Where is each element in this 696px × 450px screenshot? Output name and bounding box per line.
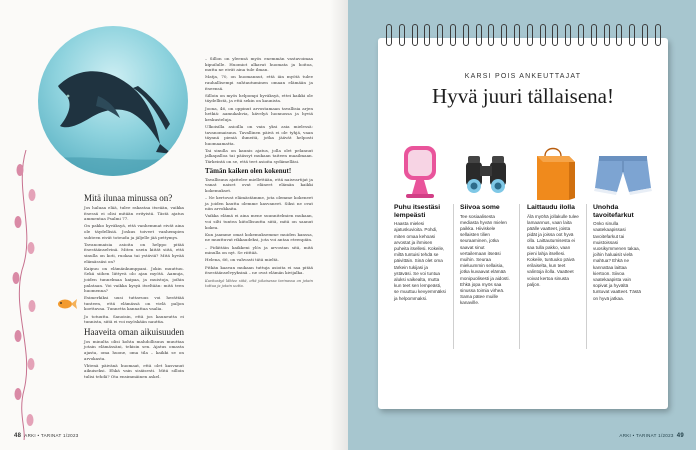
binding-ring: [463, 24, 469, 46]
whale-illustration: [38, 26, 188, 176]
goldfish-icon: [56, 296, 78, 312]
paragraph: Jo totuutta. Sanoisin, että jos kauneutta ei tunnista, siitä ei voi myöskään nauttia.: [84, 313, 184, 325]
divider: [519, 204, 520, 349]
binding-ring: [501, 24, 507, 46]
tip-text: Haasta mielesi ajatuskuvioita. Pohdi, miten omaa kehoasi arvostat ja ihmisen puheita itsellesi. Kokeile, miltä tuntuisi tehdä se päivittäin. Sinä olet oma tärkein tukijasi ja ystäväsi. Se voi tuntua aluksi vaikealta, mutta kun teet sen lempeästi, se muuttuu kevyemmäksi ja helpommaksi.: [394, 221, 446, 301]
paragraph: Silloin on myös helpompi hyväksyä, ettei kaikki ole täydellistä, ja että sekin on kaunista.: [205, 92, 313, 104]
tip-text: Älä myöhä jollakulle tulee lamaannus, vaan laita päälle vaatteet, joista pidät ja joissa oot hyvä olla. Laittautumisesta ei saa tulla pakko, vaan pieni lahja itsellesi. Kokeile, tuntuuko päivä erilaiselta, kun teet valintoja ilolla. Vaatteet voivat kertoa sinusta paljon.: [527, 213, 579, 287]
paragraph: – Ne kertovat elämästämme, jota olemme kokeneet ja joiden kautta olemme kasvaneet. Siksi ne ovat niin arvokkaita.: [205, 195, 313, 212]
seaweed-vine: [6, 150, 46, 440]
folio-left: [14, 433, 79, 439]
paragraph: Kun jaamme omat kokemuksemme muiden kanssa, ne muuttuvat rikkaudeksi, jota voi antaa eteenpäin.: [205, 231, 313, 243]
divider: [586, 204, 587, 349]
binding-ring: [616, 24, 622, 46]
binding-ring: [527, 24, 533, 46]
denim-shorts-icon: [593, 142, 653, 204]
paragraph: Helena, 66, on vahvasti tätä mieltä.: [205, 257, 279, 263]
binding-ring: [552, 24, 558, 46]
binding-ring: [642, 24, 648, 46]
paragraph: Tai sinulla on kaunis ajatus, jolla olet pelannut jalkapalloa tai päässyt mukaan taiteen maailmaan. Tärkeintä on se, että teet asioita sydämelläsi.: [205, 147, 313, 165]
divider: [453, 204, 454, 349]
left-column-b: [205, 56, 313, 290]
tip-item: [527, 142, 579, 288]
page-number-left: 48: [14, 433, 22, 439]
tip-heading: Unohda tavoitefarkut: [593, 204, 634, 219]
folio-right: [619, 433, 684, 439]
left-column-a: [84, 191, 184, 381]
binding-ring: [412, 24, 418, 46]
mirror-icon: [394, 142, 446, 204]
kicker: KARSI POIS ANKEUTTAJAT: [464, 73, 582, 80]
binding-ring: [578, 24, 584, 46]
page-title: Hyvä juuri tällaisena!: [432, 84, 614, 108]
gutter-shadow: [330, 0, 348, 450]
paragraph: Matja, 70, on huomannut, että iän myötä tulee rauhallisempi suhtautuminen omaan elämään ja itseensä.: [205, 74, 313, 91]
tip-heading: Siivoa some: [460, 204, 500, 211]
tip-text: Tee sosiaalisesta mediasta hyvän mielen paikka. Hiiviskele sellaisten tilien seuraaminen, jotka saavat sinut vertailemaan itseäsi muihin. Seuraa mieluummin sellaisia, jotka kuvaavat elämää monipuolisesti ja aidosti. Ehkä jopa myös saa sinussa toimia virheä. Sama pätee muille kanaville.: [460, 213, 510, 306]
tip-heading: Puhu itsestäsi lempeästi: [394, 204, 441, 219]
binding-ring: [386, 24, 392, 46]
paragraph: – Sillon on yleensä myös enemmän vastavoimaa kipuilulle. Huomiot alkavat huomata ja hoitoa, mutta ne eivät aina tule ilman.: [205, 56, 313, 73]
section-heading-1: Mitä ilunaa minussa on?: [84, 193, 173, 203]
binding-ring: [604, 24, 610, 46]
binding-ring: [629, 24, 635, 46]
binding-ring: [437, 24, 443, 46]
paragraph: Yhtenä päivänä huomaat, että olet kasvanut aikuiseksi. Ehkä vain sisäisesti. Mitä silloin tulisi tehdä? Ota ensimmäinen askel.: [84, 362, 184, 379]
notebook-rings: [378, 24, 668, 50]
paragraph: Tavallisuus ajattelee miellettään, että naisvartijat ja vanat naiset ovat eläneet elämän kaikki kokemukset.: [205, 176, 313, 193]
paragraph: Kaipuu on elämänkumppani. Jokin muuttuu. Sekä siihen liittyvä olo ajan myötä. Aamuja, joiden tunnelmaa kaipaa, ja muistoja, joihin palataan. Voi vaikka kysyä itseltään: mitä teen huomenna?: [84, 265, 184, 294]
binding-ring: [514, 24, 520, 46]
paragraph: Jos haluaa elää, tulee rakastaa itseään, vaikka itsessä ei olisi mitään erityistä. Tästä ajatus ammentaa Psalmi 77.: [84, 205, 184, 222]
binding-ring: [488, 24, 494, 46]
tip-item: [394, 142, 446, 302]
paragraph: Vaikka elämä ei aina mene suunnitelmien mukaan, voi silti tuntea kiitollisuutta siitä, mitä on saanut kokea.: [205, 213, 313, 230]
image-caption: Kuvitustyö lähtee siitä, että jokaisessa tarinassa on jotain tuttua ja jotain uutta.: [205, 278, 313, 288]
binding-ring: [591, 24, 597, 46]
section-heading-2: Haaveita oman aikuisuuden: [84, 326, 184, 337]
binding-ring: [450, 24, 456, 46]
subsection-heading: Tämän kaiken olen kokenut!: [205, 166, 292, 175]
paragraph: Ulkoisilla asioilla on vain yksi asia mielessä: tavanomaisuus. Tavallinen päivä ei ole tyhjä, vaan täynnä pieniä ihmeitä, jotka jäävät helposti huomaamatta.: [205, 123, 313, 146]
paragraph: Esimerkiksi uusi tuttavuus voi herättää tunteen, että elämässä on vielä paljon koettavaa. Tunnetta kannattaa vaalia.: [84, 295, 184, 312]
right-page: [348, 0, 696, 450]
tip-text: Onko sinulla vaatekaapissasi tavoitefarkut tai muistoissasi vuosikymmenen takaa, joihin haluaisit vielä mahtua? Ehkä ne kannattaa laittaa kiertoon. Siivoa vaatekaapista vain sopivat ja hyvältä tuntuvat vaatteet. Tästä on hyvä jatkaa.: [593, 221, 641, 301]
binding-ring: [476, 24, 482, 46]
binding-ring: [540, 24, 546, 46]
paragraph: – Pidättäin kaikkeni ylös ja arvostan sitä, mitä minulla on nyt. Se riittää.: [205, 244, 313, 256]
paragraph: Pitkän kaavan mukaan tuttuja asioita ei saa pitää itsestäänselvyyksinä – ne ovat elämän kivijalka.: [205, 264, 313, 276]
page-number-right: 49: [676, 433, 684, 439]
folio-label-right: ARKI • TARINAT 1/2023: [619, 433, 674, 438]
paragraph: Jos minulta olisi kohta mahdollisuus muuttaa jotain elämässäni, tekisin sen. Ajatus omasta ajasta, oma huone, oma tila – kaikki se on arvokasta.: [84, 338, 184, 361]
binding-ring: [424, 24, 430, 46]
binding-ring: [565, 24, 571, 46]
paragraph: On pakko hyväksyä, että vanhemmat eivät aina ole täydellisiä. Joskus toiveet vanhempien suhteen eivät toteudu ja jäljelle jää pettymys.: [84, 223, 184, 240]
binoculars-icon: [460, 142, 512, 204]
binding-ring: [399, 24, 405, 46]
tip-item: [593, 142, 645, 302]
tip-heading: Laittaudu ilolla: [527, 204, 575, 211]
notebook-card: [378, 38, 668, 409]
binding-ring: [655, 24, 661, 46]
tip-item: [460, 142, 512, 307]
folio-label-left: ARKI • TARINAT 1/2023: [24, 433, 79, 438]
paragraph: Tavanomaisia asioita on helppo pitää itsestäänselvinä. Miten usein kiität siitä, että sinulla on koti, ruokaa tai ystäviä? Mitä hyvää elämässäsi on?: [84, 241, 184, 264]
shopping-bag-icon: [527, 142, 579, 204]
paragraph: Joona, 46, on oppinut arvostamaan tavallisia arjen hetkiä: aamukahvia, kävelyä luonnossa ja hyviä keskusteluja.: [205, 105, 313, 122]
